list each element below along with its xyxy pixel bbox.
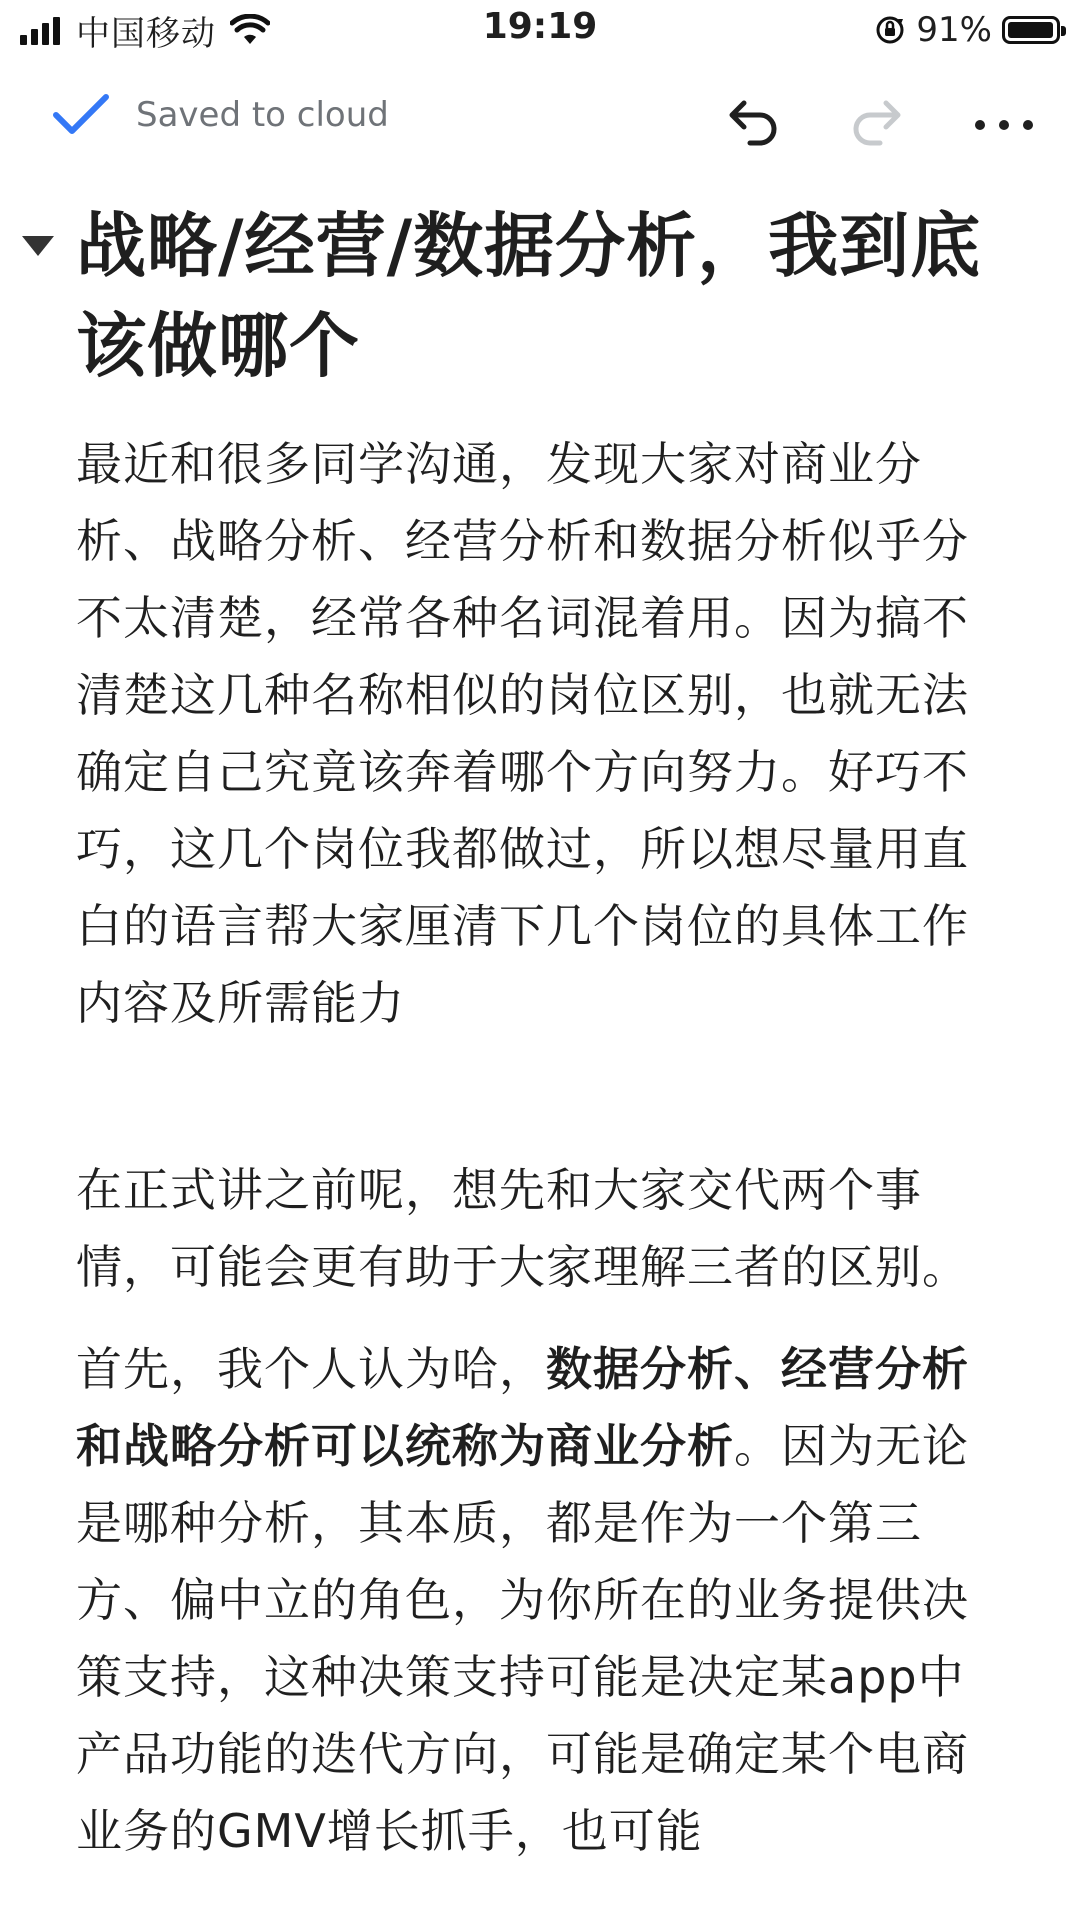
status-right (874, 8, 1060, 52)
carrier-name: 中国移动 (76, 13, 216, 54)
document-body[interactable] (76, 196, 986, 1870)
paragraph-lead-text: 首先，我个人认为哈， (76, 1342, 546, 1396)
rotation-lock-icon (874, 14, 906, 46)
battery-percent: 91% (916, 10, 992, 50)
editor-toolbar (0, 75, 1080, 165)
save-status (52, 93, 389, 137)
more-options-button[interactable] (964, 85, 1044, 165)
status-bar (0, 0, 1080, 58)
undo-button[interactable] (712, 85, 792, 165)
paragraph-rest-text: 。因为无论是哪种分析，其本质，都是作为一个第三方、偏中立的角色，为你所在的业务提供决策支持，这种决策支持可能是决定某app中产品功能的迭代方向，可能是确定某个电商业务的GMV增长抓手，也可能 (76, 1419, 969, 1858)
checkmark-icon (52, 93, 110, 137)
heading-block (76, 196, 986, 396)
status-time: 19:19 (482, 6, 598, 47)
redo-icon (846, 93, 910, 157)
paragraph-bold-text: 数据分析、经营分析和战略分析可以统称为商业分析 (76, 1342, 969, 1473)
undo-icon (720, 93, 784, 157)
paragraph-intro[interactable]: 最近和很多同学沟通，发现大家对商业分析、战略分析、经营分析和数据分析似乎分不太清楚，经常各种名词混着用。因为搞不清楚这几种名称相似的岗位区别，也就无法确定自己究竟该奔着哪个方向努力。好巧不巧，这几个岗位我都做过，所以想尽量用直白的语言帮大家厘清下几个岗位的具体工作内容及所需能力 (76, 437, 969, 1030)
document-heading[interactable]: 战略/经营/数据分析，我到底该做哪个 (76, 205, 982, 387)
battery-icon (1002, 16, 1060, 44)
paragraph-preface[interactable]: 在正式讲之前呢，想先和大家交代两个事情，可能会更有助于大家理解三者的区别。 (76, 1163, 969, 1294)
more-icon (972, 115, 1036, 135)
saved-to-cloud-label: Saved to cloud (136, 95, 389, 135)
paragraph-first-point[interactable] (76, 1331, 986, 1870)
collapse-triangle-icon[interactable] (22, 236, 54, 256)
redo-button[interactable] (838, 85, 918, 165)
